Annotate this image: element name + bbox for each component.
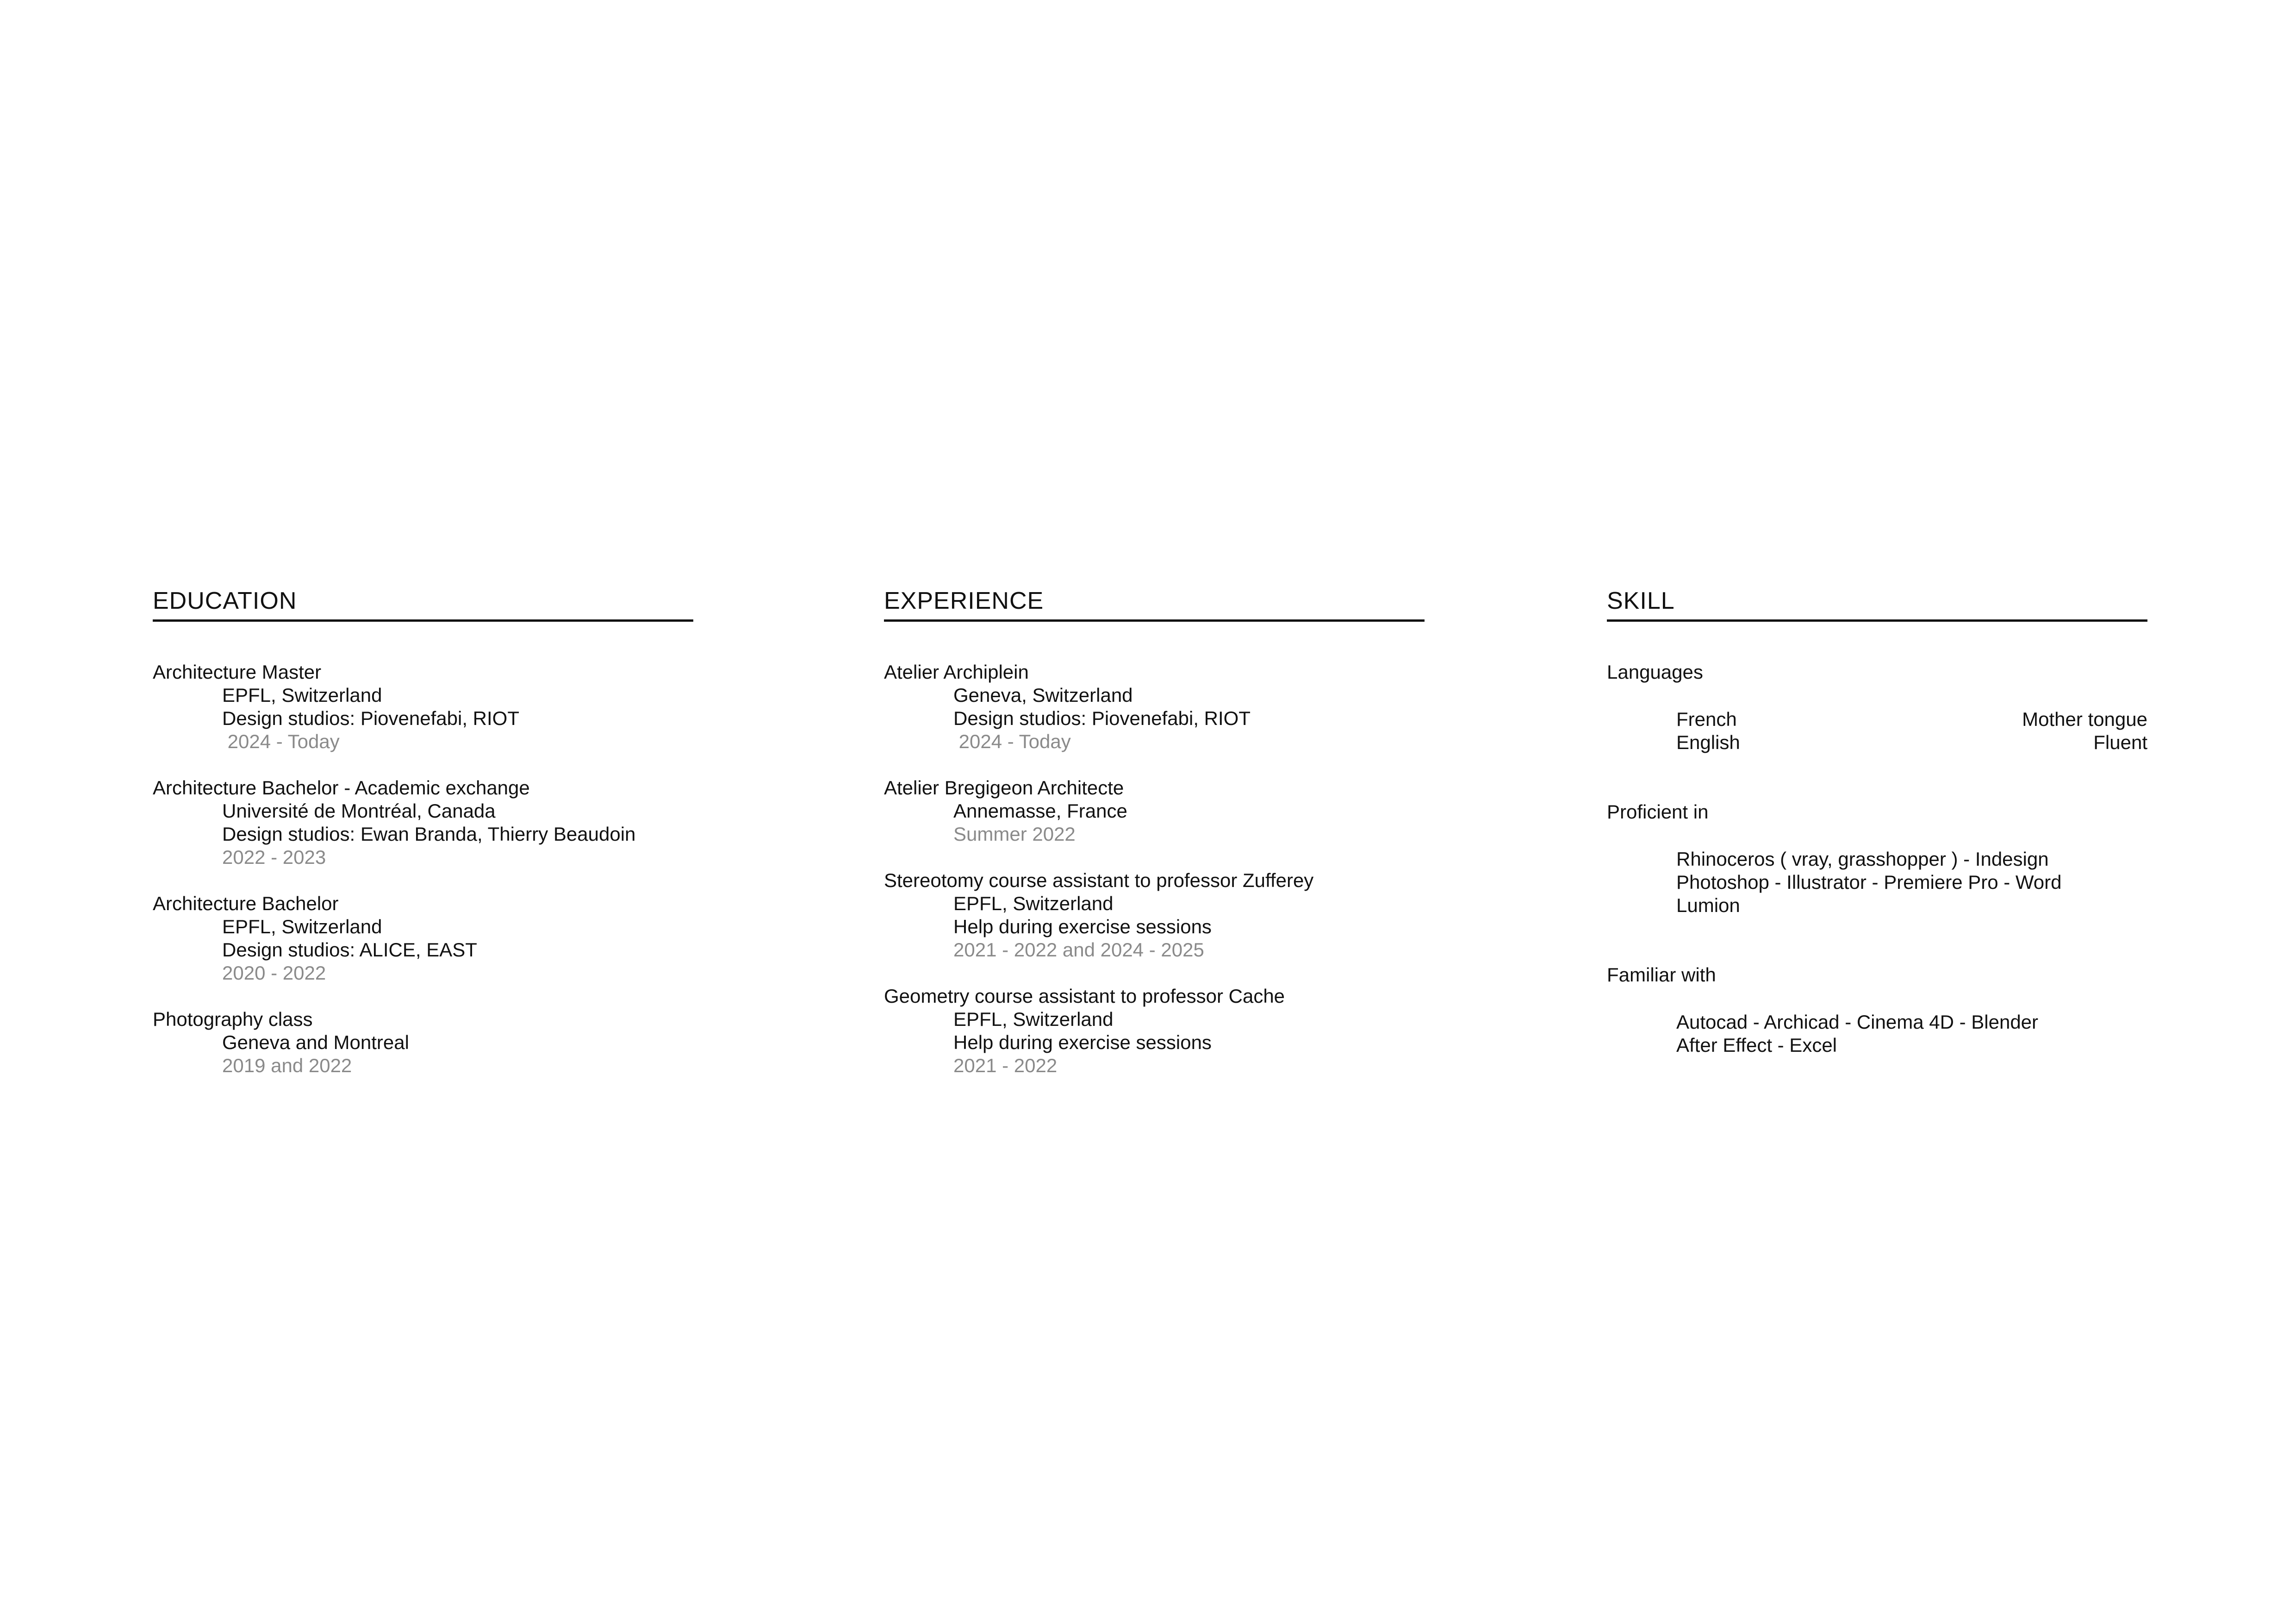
language-row bbox=[1676, 731, 2147, 754]
familiar-heading: Familiar with bbox=[1607, 964, 1716, 986]
entry-detail: Geneva, Switzerland bbox=[953, 684, 1133, 706]
familiar-list bbox=[1607, 1011, 2147, 1057]
entry-date: 2020 - 2022 bbox=[222, 962, 326, 984]
language-level: Fluent bbox=[2093, 731, 2147, 753]
entry-heading: Architecture Bachelor - Academic exchange bbox=[153, 777, 530, 799]
education-list bbox=[153, 661, 693, 1077]
experience-entry bbox=[884, 869, 1425, 962]
language-level: Mother tongue bbox=[2022, 708, 2147, 730]
entry-detail: Help during exercise sessions bbox=[953, 916, 1212, 937]
skill-line: After Effect - Excel bbox=[1676, 1034, 1837, 1056]
proficient-group bbox=[1607, 800, 2147, 917]
entry-heading: Stereotomy course assistant to professor Zufferey bbox=[884, 869, 1314, 891]
languages-heading: Languages bbox=[1607, 661, 1703, 683]
experience-section bbox=[884, 587, 1425, 1100]
skill-title: SKILL bbox=[1607, 587, 2147, 622]
language-name: English bbox=[1676, 731, 1740, 753]
entry-detail: EPFL, Switzerland bbox=[222, 684, 382, 706]
education-entry bbox=[153, 776, 693, 869]
skill-line: Autocad - Archicad - Cinema 4D - Blender bbox=[1676, 1011, 2039, 1033]
education-entry bbox=[153, 1008, 693, 1077]
languages-group bbox=[1607, 661, 2147, 754]
entry-date: Summer 2022 bbox=[953, 823, 1076, 845]
experience-entry bbox=[884, 661, 1425, 753]
education-section bbox=[153, 587, 693, 1100]
entry-date: 2021 - 2022 bbox=[953, 1055, 1058, 1076]
entry-detail: Design studios: Piovenefabi, RIOT bbox=[953, 707, 1251, 729]
experience-list bbox=[884, 661, 1425, 1077]
experience-title: EXPERIENCE bbox=[884, 587, 1425, 622]
education-title: EDUCATION bbox=[153, 587, 693, 622]
entry-detail: Design studios: Piovenefabi, RIOT bbox=[222, 707, 519, 729]
skill-line: Lumion bbox=[1676, 894, 1740, 916]
education-entry bbox=[153, 661, 693, 753]
entry-detail: EPFL, Switzerland bbox=[953, 1008, 1114, 1030]
skill-list bbox=[1607, 661, 2147, 1057]
entry-detail: Geneva and Montreal bbox=[222, 1031, 409, 1053]
skill-line: Photoshop - Illustrator - Premiere Pro - Word bbox=[1676, 871, 2062, 893]
languages-list bbox=[1607, 708, 2147, 754]
experience-entry bbox=[884, 776, 1425, 846]
proficient-heading: Proficient in bbox=[1607, 801, 1709, 823]
education-entry bbox=[153, 892, 693, 985]
entry-heading: Architecture Bachelor bbox=[153, 893, 339, 914]
entry-detail: Université de Montréal, Canada bbox=[222, 800, 496, 822]
entry-detail: Annemasse, France bbox=[953, 800, 1127, 822]
entry-detail: Design studios: Ewan Branda, Thierry Beaudoin bbox=[222, 823, 636, 845]
entry-date: 2024 - Today bbox=[222, 731, 340, 752]
entry-date: 2024 - Today bbox=[953, 731, 1071, 752]
proficient-list bbox=[1607, 848, 2147, 917]
entry-heading: Photography class bbox=[153, 1008, 313, 1030]
skill-line: Rhinoceros ( vray, grasshopper ) - Indesign bbox=[1676, 848, 2049, 870]
language-name: French bbox=[1676, 708, 1737, 730]
entry-detail: Help during exercise sessions bbox=[953, 1031, 1212, 1053]
entry-heading: Geometry course assistant to professor Cache bbox=[884, 985, 1285, 1007]
entry-detail: Design studios: ALICE, EAST bbox=[222, 939, 477, 961]
entry-date: 2022 - 2023 bbox=[222, 846, 326, 868]
experience-entry bbox=[884, 985, 1425, 1077]
entry-heading: Atelier Archiplein bbox=[884, 661, 1029, 683]
entry-heading: Architecture Master bbox=[153, 661, 322, 683]
entry-heading: Atelier Bregigeon Architecte bbox=[884, 777, 1124, 799]
skill-section bbox=[1607, 587, 2147, 1081]
entry-date: 2019 and 2022 bbox=[222, 1055, 352, 1076]
familiar-group bbox=[1607, 963, 2147, 1057]
entry-date: 2021 - 2022 and 2024 - 2025 bbox=[953, 939, 1204, 961]
language-row bbox=[1676, 708, 2147, 731]
entry-detail: EPFL, Switzerland bbox=[222, 916, 382, 937]
entry-detail: EPFL, Switzerland bbox=[953, 893, 1114, 914]
